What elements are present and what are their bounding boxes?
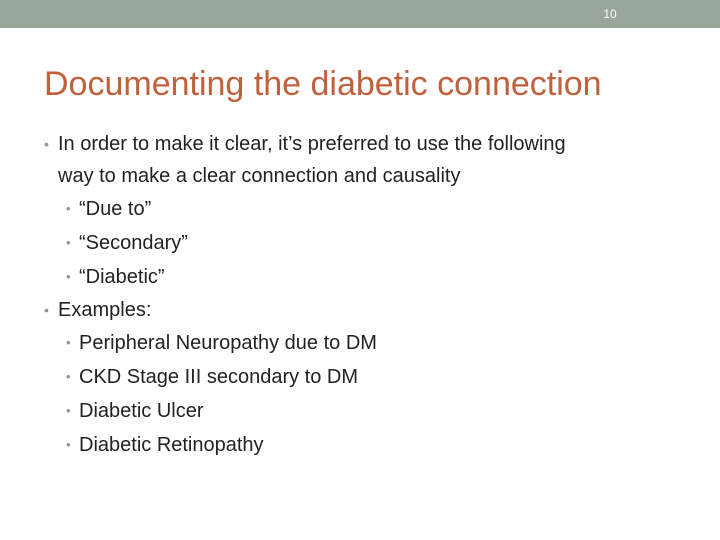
bullet-item xyxy=(0,128,720,160)
bullet-icon: • xyxy=(66,437,71,452)
sub-bullet-item xyxy=(0,260,720,294)
bullet-icon: • xyxy=(66,269,71,284)
bullet-icon: • xyxy=(66,369,71,384)
bullet-icon: • xyxy=(44,136,49,152)
sub-bullet-text: “Due to” xyxy=(79,198,152,220)
slide-title: Documenting the diabetic connection xyxy=(44,65,602,103)
bullet-icon: • xyxy=(66,235,71,250)
bullet-item xyxy=(0,294,720,326)
sub-bullet-item xyxy=(0,360,720,394)
sub-bullet-item xyxy=(0,326,720,360)
slide-content xyxy=(0,128,720,462)
bullet-text: In order to make it clear, it’s preferred to use the following xyxy=(58,133,566,155)
slide-number: 10 xyxy=(603,7,617,21)
slide-header-bar xyxy=(0,0,720,28)
sub-bullet-text: Peripheral Neuropathy due to DM xyxy=(79,332,377,354)
sub-bullet-text: “Secondary” xyxy=(79,232,188,254)
bullet-continuation: way to make a clear connection and causality xyxy=(58,165,461,187)
bullet-icon: • xyxy=(66,403,71,418)
bullet-icon: • xyxy=(44,302,49,318)
bullet-text: Examples: xyxy=(58,299,152,321)
sub-bullet-item xyxy=(0,226,720,260)
sub-bullet-text: CKD Stage III secondary to DM xyxy=(79,366,359,388)
bullet-icon: • xyxy=(66,335,71,350)
sub-bullet-text: Diabetic Ulcer xyxy=(79,400,204,422)
sub-bullet-item xyxy=(0,192,720,226)
sub-bullet-text: “Diabetic” xyxy=(79,266,165,288)
sub-bullet-item xyxy=(0,428,720,462)
bullet-icon: • xyxy=(66,201,71,216)
sub-bullet-text: Diabetic Retinopathy xyxy=(79,434,264,456)
sub-bullet-item xyxy=(0,394,720,428)
